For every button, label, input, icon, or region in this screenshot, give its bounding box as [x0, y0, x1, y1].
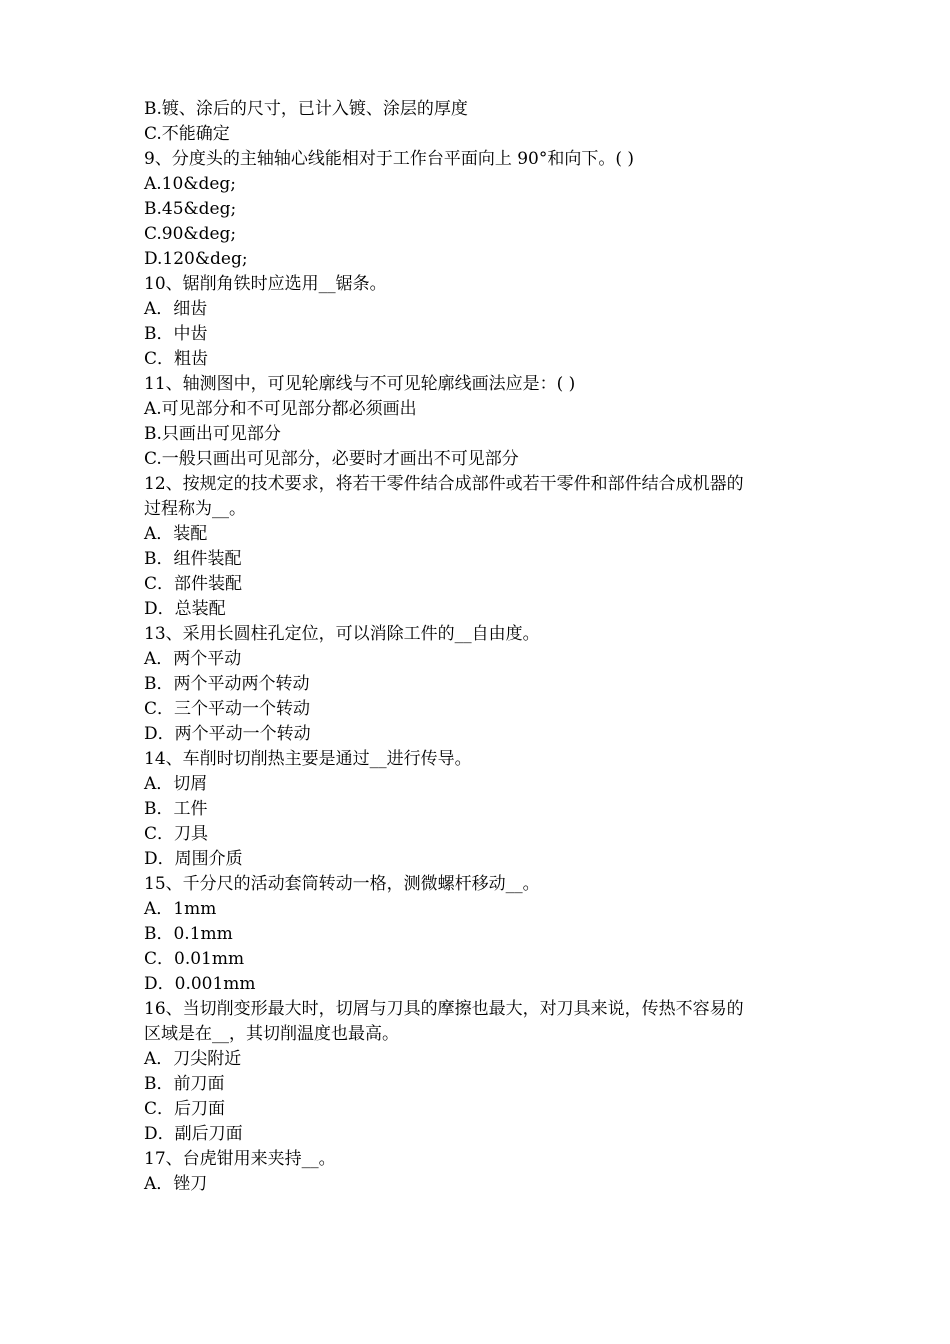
option-line: A．刀尖附近 [144, 1049, 242, 1069]
option-line: C．刀具 [144, 824, 209, 844]
question-line: 13、采用长圆柱孔定位，可以消除工件的__自由度。 [144, 624, 540, 644]
question-line: 14、车削时切削热主要是通过__进行传导。 [144, 749, 472, 769]
option-line: B．组件装配 [144, 549, 242, 569]
option-line: A.可见部分和不可见部分都必须画出 [144, 399, 417, 419]
option-line: D．副后刀面 [144, 1124, 243, 1144]
option-line: D．0.001mm [144, 974, 256, 994]
option-line: C．粗齿 [144, 349, 209, 369]
question-line: 12、按规定的技术要求，将若干零件结合成部件或若干零件和部件结合成机器的 [144, 474, 744, 494]
option-line: B.只画出可见部分 [144, 424, 281, 444]
option-line: B．工件 [144, 799, 208, 819]
option-line: C．三个平动一个转动 [144, 699, 311, 719]
option-line: A．锉刀 [144, 1174, 208, 1194]
option-line: D．两个平动一个转动 [144, 724, 311, 744]
option-line: A．切屑 [144, 774, 208, 794]
question-line-continued: 过程称为__。 [144, 499, 246, 519]
question-line: 10、锯削角铁时应选用__锯条。 [144, 274, 387, 294]
question-line: 15、千分尺的活动套筒转动一格，测微螺杆移动__。 [144, 874, 540, 894]
question-line-continued: 区域是在__，其切削温度也最高。 [144, 1024, 399, 1044]
option-line: B．前刀面 [144, 1074, 225, 1094]
option-line: B．中齿 [144, 324, 208, 344]
question-line: 17、台虎钳用来夹持__。 [144, 1149, 336, 1169]
option-line: C.一般只画出可见部分，必要时才画出不可见部分 [144, 449, 519, 469]
option-line: B.镀、涂后的尺寸，已计入镀、涂层的厚度 [144, 99, 468, 119]
option-line: D．总装配 [144, 599, 226, 619]
option-line: A.10&deg; [144, 174, 236, 194]
option-line: C.不能确定 [144, 124, 230, 144]
document-body [144, 97, 824, 1197]
question-line: 9、分度头的主轴轴心线能相对于工作台平面向上 90°和向下。( ) [144, 149, 635, 169]
option-line: C.90&deg; [144, 224, 237, 244]
option-line: C．0.01mm [144, 949, 245, 969]
option-line: C．后刀面 [144, 1099, 226, 1119]
option-line: A．1mm [144, 899, 217, 919]
question-line: 16、当切削变形最大时，切屑与刀具的摩擦也最大，对刀具来说，传热不容易的 [144, 999, 744, 1019]
option-line: D．周围介质 [144, 849, 243, 869]
option-line: C．部件装配 [144, 574, 243, 594]
option-line: A．两个平动 [144, 649, 242, 669]
option-line: A．装配 [144, 524, 208, 544]
option-line: B.45&deg; [144, 199, 237, 219]
question-line: 11、轴测图中，可见轮廓线与不可见轮廓线画法应是：( ) [144, 374, 576, 394]
option-line: B．0.1mm [144, 924, 233, 944]
option-line: D.120&deg; [144, 249, 248, 269]
option-line: A．细齿 [144, 299, 208, 319]
option-line: B．两个平动两个转动 [144, 674, 310, 694]
